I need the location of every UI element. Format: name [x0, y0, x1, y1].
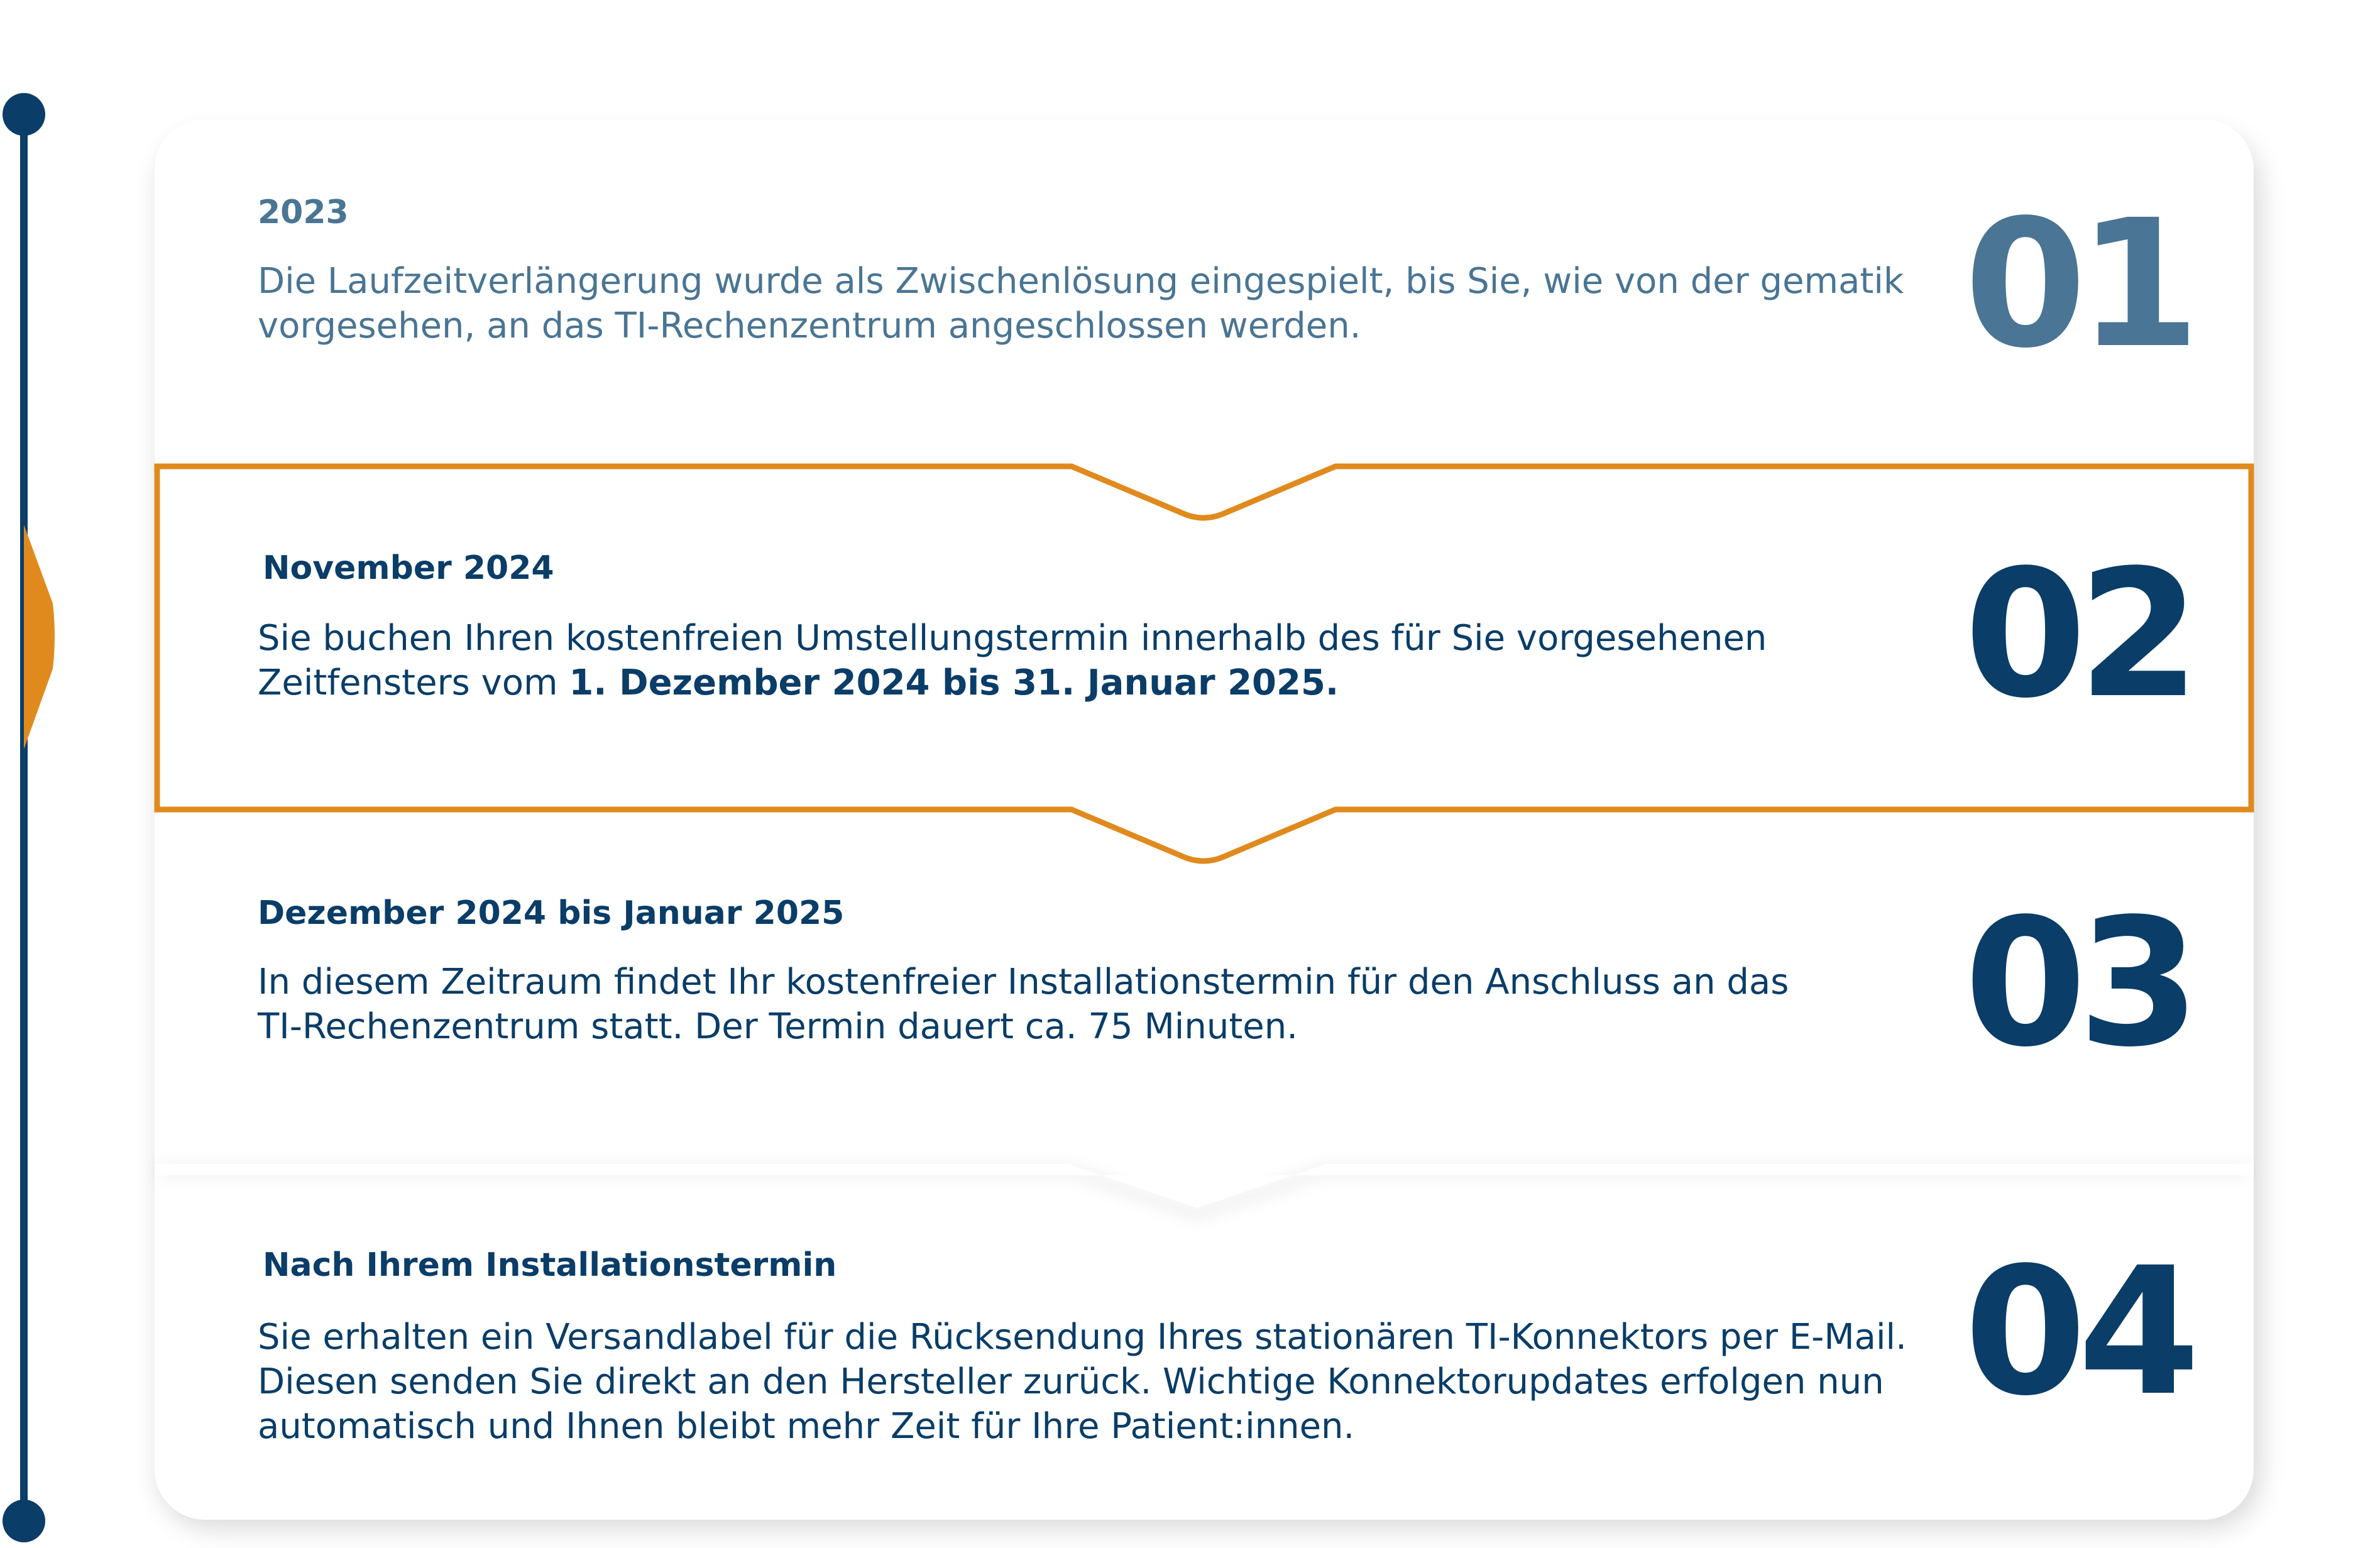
step-01-text-line2: vorgesehen, an das TI-Rechenzentrum angeschlossen werden.: [258, 305, 1361, 346]
step-03-text-line1: In diesem Zeitraum findet Ihr kostenfreier Installationstermin für den Anschluss an das: [258, 962, 1789, 1002]
step-04-number: 04: [1964, 1230, 2191, 1435]
timeline-current-marker: [24, 525, 55, 749]
step-02-number: 02: [1964, 532, 2191, 737]
step-02-text-line2: [258, 661, 1339, 705]
step-02-date-range: 1. Dezember 2024 bis 31. Januar 2025.: [569, 662, 1339, 703]
step-01-number: 01: [1964, 182, 2191, 387]
step-04-text-line2: Diesen senden Sie direkt an den Hersteller zurück. Wichtige Konnektorupdates erfolgen nun: [258, 1361, 1884, 1402]
step-02-text-line1: Sie buchen Ihren kostenfreien Umstellungstermin innerhalb des für Sie vorgesehenen: [258, 618, 1767, 659]
step-02-text-line2-plain: Zeitfensters vom: [258, 662, 558, 703]
timeline-end-dot: [3, 1500, 45, 1542]
step-04-title: Nach Ihrem Installationstermin: [263, 1246, 837, 1284]
timeline-start-dot: [3, 93, 45, 136]
step-01-text-line1: Die Laufzeitverlängerung wurde als Zwischenlösung eingespielt, bis Sie, wie von der gematik: [258, 261, 1904, 302]
step-02-title: November 2024: [263, 549, 554, 587]
step-03-number: 03: [1964, 881, 2191, 1086]
step-01-title: 2023: [258, 194, 349, 231]
step-04-text-line1: Sie erhalten ein Versandlabel für die Rücksendung Ihres stationären TI-Konnektors per E-Mail.: [258, 1317, 1907, 1358]
step-03-title: Dezember 2024 bis Januar 2025: [258, 894, 845, 932]
step-03-text-line2: TI-Rechenzentrum statt. Der Termin dauert ca. 75 Minuten.: [258, 1006, 1298, 1047]
step-04-text-line3: automatisch und Ihnen bleibt mehr Zeit für Ihre Patient:innen.: [258, 1406, 1355, 1447]
